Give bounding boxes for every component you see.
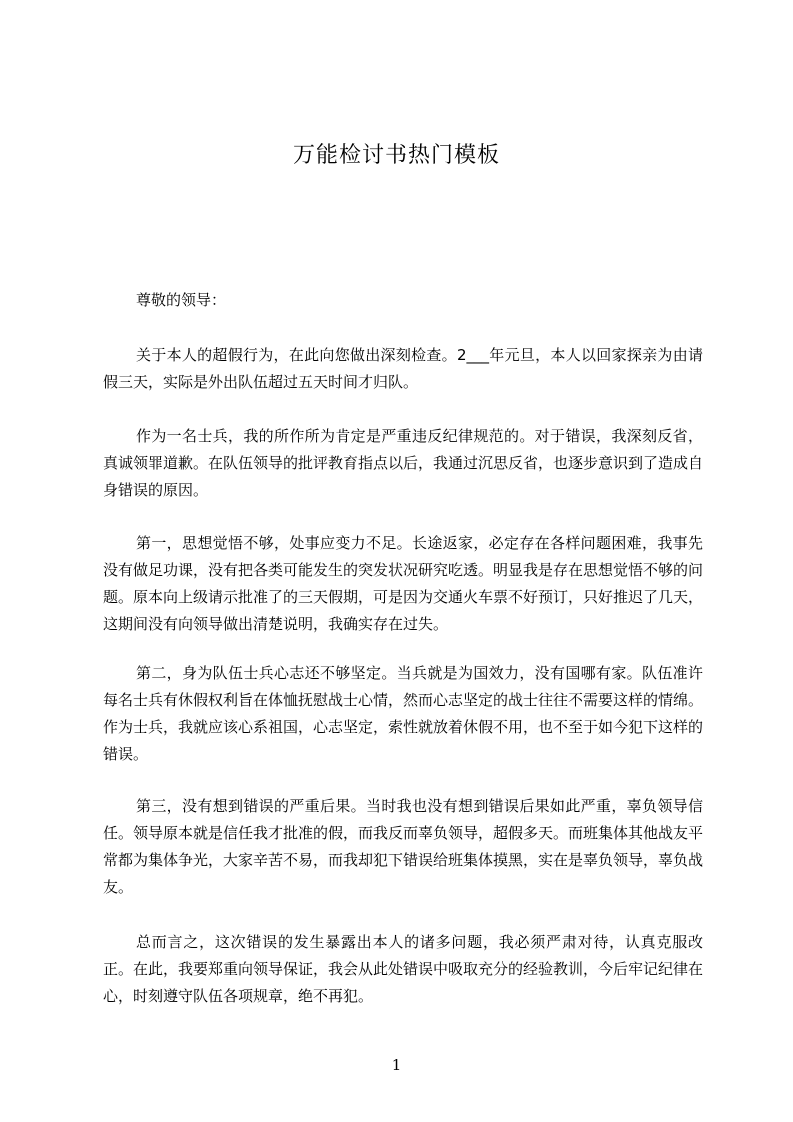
paragraph-4: 第二，身为队伍士兵心志还不够坚定。当兵就是为国效力，没有国哪有家。队伍准许每名士兵有休假权利旨在体恤抚慰战士心情，然而心志坚定的战士往往不需要这样的情绵。作为士兵，我就应该心系祖国，心志坚定，索性就放着休假不用，也不至于如今犯下这样的错误。 <box>103 664 704 763</box>
paragraph-3: 第一，思想觉悟不够，处事应变力不足。长途返家，必定存在各样问题困难，我事先没有做足功课，没有把各类可能发生的突发状况研究吃透。明显我是存在思想觉悟不够的问题。原本向上级请示批准了的三天假期，可是因为交通火车票不好预订，只好推迟了几天，这期间没有向领导做出清楚说明，我确实存在过失。 <box>103 534 704 633</box>
paragraph-block-1 <box>103 342 703 396</box>
paragraph-block-2 <box>103 423 703 504</box>
paragraph-block-5 <box>103 793 703 901</box>
paragraph-6: 总而言之，这次错误的发生暴露出本人的诸多问题，我必须严肃对待，认真克服改正。在此，我要郑重向领导保证，我会从此处错误中吸取充分的经验教训，今后牢记纪律在心，时刻遵守队伍各项规章，绝不再犯。 <box>103 933 704 1005</box>
paragraph-block-4 <box>103 660 703 768</box>
paragraph-block-6 <box>103 929 703 1010</box>
page-number: 1 <box>391 1056 402 1074</box>
salutation-block <box>103 287 703 314</box>
document-title: 万能检讨书热门模板 <box>292 143 500 168</box>
paragraph-block-3 <box>103 530 703 638</box>
paragraph-2: 作为一名士兵，我的所作所为肯定是严重违反纪律规范的。对于错误，我深刻反省，真诚领罪道歉。在队伍领导的批评教育指点以后，我通过沉思反省，也逐步意识到了造成自身错误的原因。 <box>103 427 704 499</box>
paragraph-5: 第三，没有想到错误的严重后果。当时我也没有想到错误后果如此严重，辜负领导信任。领导原本就是信任我才批准的假，而我反而辜负领导，超假多天。而班集体其他战友平常都为集体争光，大家辛苦不易，而我却犯下错误给班集体摸黑，实在是辜负领导，辜负战友。 <box>103 797 704 896</box>
paragraph-1: 关于本人的超假行为，在此向您做出深刻检查。2___年元旦，本人以回家探亲为由请假三天，实际是外出队伍超过五天时间才归队。 <box>103 346 703 391</box>
salutation: 尊敬的领导： <box>136 291 227 309</box>
